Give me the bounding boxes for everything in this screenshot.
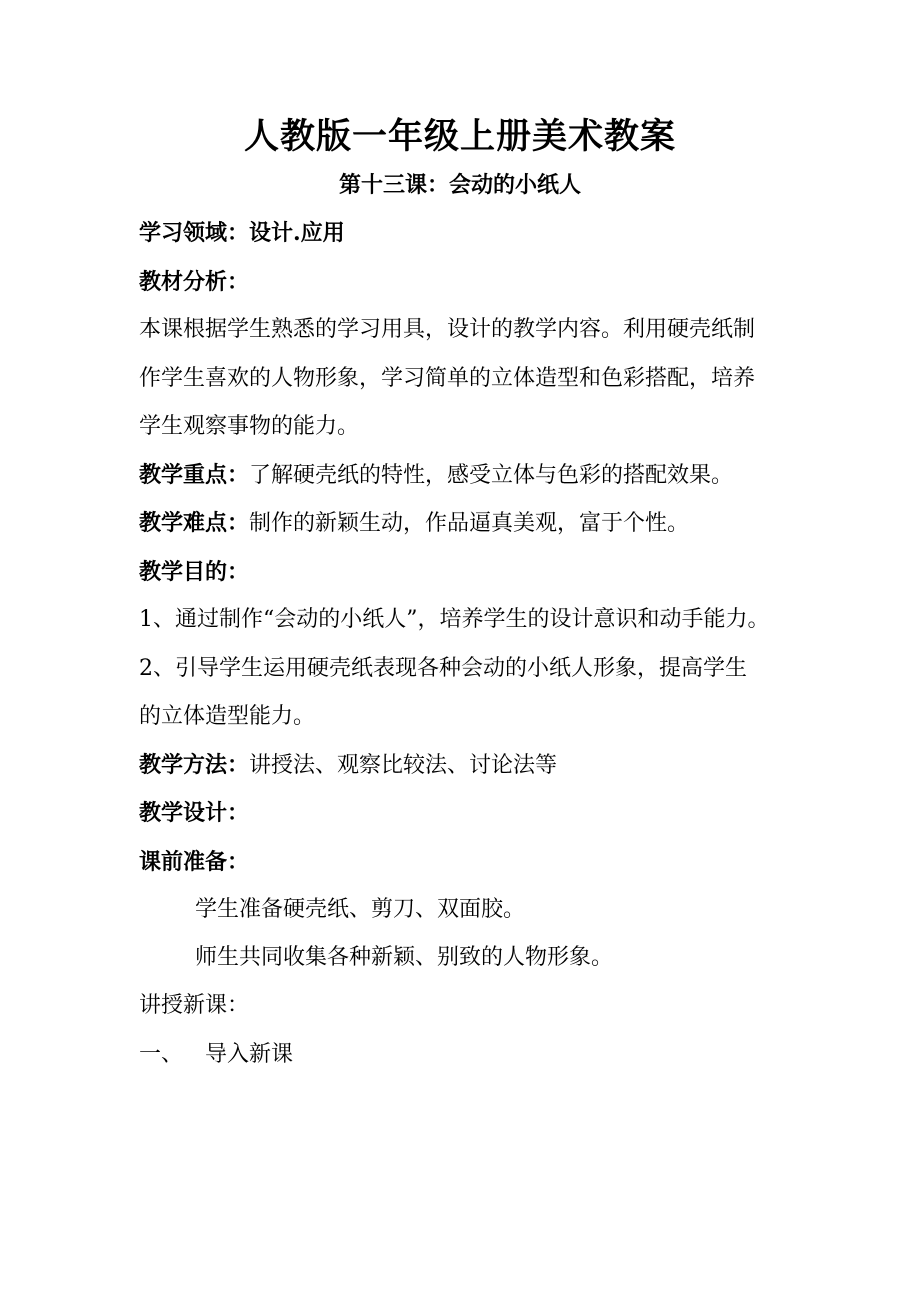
- section-one-numeral: 一、: [139, 1042, 184, 1067]
- preparation-line-1: 学生准备硬壳纸、剪刀、双面胶。: [195, 897, 526, 922]
- lesson-subtitle: 第十三课：会动的小纸人: [338, 172, 581, 198]
- field-value: 设计.应用: [249, 220, 345, 246]
- objectives-heading: 教学目的：: [139, 559, 250, 585]
- analysis-line-1: 本课根据学生熟悉的学习用具，设计的教学内容。利用硬壳纸制: [139, 317, 756, 342]
- difficulty-row: [139, 506, 789, 541]
- document-title: 人教版一年级上册美术教案: [243, 116, 676, 157]
- methods-label: 教学方法：: [139, 752, 250, 778]
- preparation-heading: 课前准备：: [139, 849, 250, 875]
- section-one-text: 导入新课: [205, 1042, 294, 1067]
- field-label: 学习领域：: [139, 220, 250, 246]
- methods-value: 讲授法、观察比较法、讨论法等: [249, 753, 558, 778]
- section-one-row: [139, 1038, 789, 1072]
- objective-line-3: 的立体造型能力。: [139, 704, 316, 729]
- analysis-line-2: 作学生喜欢的人物形象，学习简单的立体造型和色彩搭配，培养: [139, 366, 756, 391]
- objective-line-2: 2、引导学生运用硬壳纸表现各种会动的小纸人形象，提高学生: [139, 656, 747, 681]
- new-lesson-heading: 讲授新课：: [139, 993, 250, 1018]
- analysis-heading: 教材分析：: [139, 269, 250, 295]
- methods-row: [139, 748, 789, 783]
- preparation-line-2: 师生共同收集各种新颖、别致的人物形象。: [195, 945, 614, 970]
- difficulty-label: 教学难点：: [139, 510, 250, 536]
- design-heading: 教学设计：: [139, 800, 250, 826]
- objective-line-1: 1、通过制作“会动的小纸人”，培养学生的设计意识和动手能力。: [139, 607, 770, 632]
- key-point-row: [139, 458, 789, 493]
- key-point-label: 教学重点：: [139, 462, 250, 488]
- key-point-value: 了解硬壳纸的特性，感受立体与色彩的搭配效果。: [249, 463, 734, 488]
- difficulty-value: 制作的新颖生动，作品逼真美观，富于个性。: [249, 511, 690, 536]
- analysis-line-3: 学生观察事物的能力。: [139, 414, 360, 439]
- field-row: [139, 216, 789, 251]
